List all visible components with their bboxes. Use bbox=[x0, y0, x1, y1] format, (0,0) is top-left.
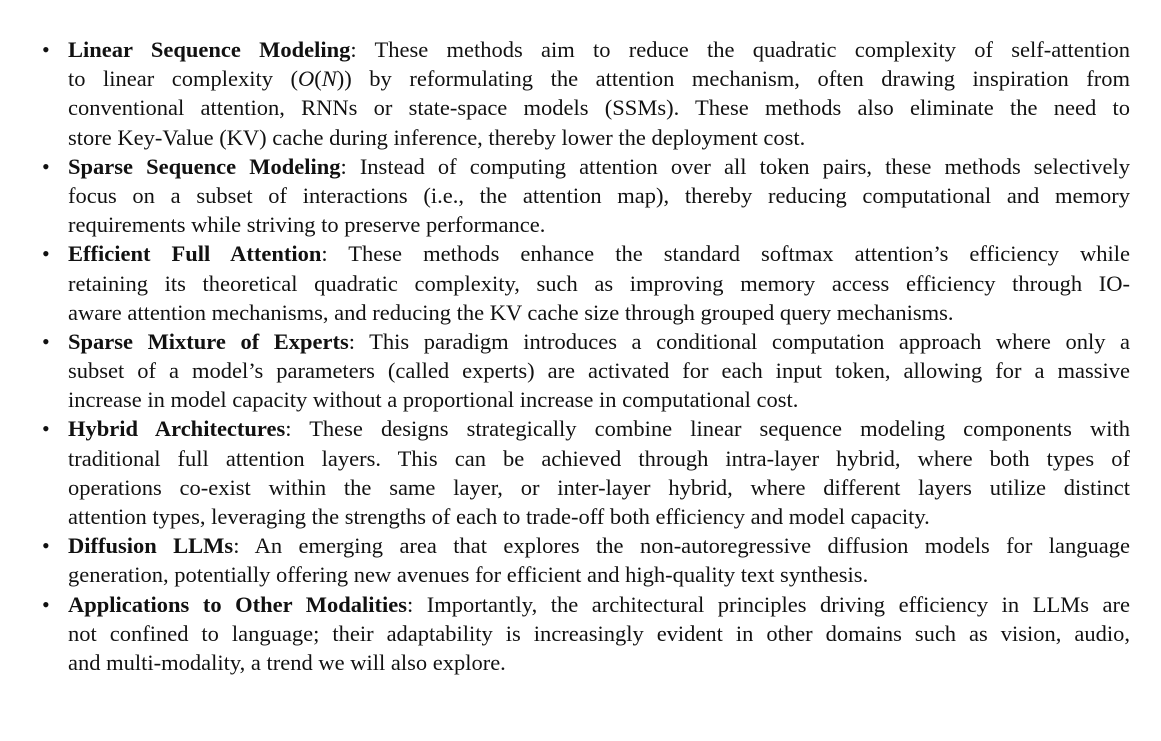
text-line bbox=[68, 414, 1130, 443]
text-line bbox=[68, 444, 1130, 473]
item-text: focus on a subset of interactions (i.e., the attention map), thereby reducing computational and memory bbox=[68, 182, 1130, 208]
text-line bbox=[68, 269, 1130, 298]
item-text: operations co-exist within the same layer, or inter-layer hybrid, where different layers utilize distinct bbox=[68, 474, 1130, 500]
text-line bbox=[68, 531, 1130, 560]
item-text: : This paradigm introduces a conditional computation approach where only a bbox=[348, 328, 1130, 354]
text-line bbox=[68, 210, 1130, 239]
text-line bbox=[68, 560, 1130, 589]
list-item bbox=[0, 35, 1130, 152]
bullet-icon: • bbox=[42, 153, 50, 179]
item-text: : These designs strategically combine linear sequence modeling components with bbox=[285, 416, 1130, 442]
item-text: : These methods aim to reduce the quadratic complexity of self-attention bbox=[350, 37, 1130, 62]
list-item bbox=[0, 531, 1130, 589]
item-title: Efficient Full Attention bbox=[68, 241, 322, 267]
text-line bbox=[68, 327, 1130, 356]
item-title: Sparse Mixture of Experts bbox=[68, 328, 349, 354]
text-line bbox=[68, 35, 1130, 64]
item-text: : These methods enhance the standard softmax attention’s efficiency while bbox=[321, 241, 1131, 267]
text-line bbox=[68, 502, 1130, 531]
text-line bbox=[68, 93, 1130, 122]
item-text: retaining its theoretical quadratic complexity, such as improving memory access efficiency through IO- bbox=[68, 270, 1130, 296]
item-text: conventional attention, RNNs or state-space models (SSMs). These methods also eliminate the need to bbox=[68, 95, 1130, 121]
list-item bbox=[0, 327, 1130, 415]
item-text: : An emerging area that explores the non-autoregressive diffusion models for language bbox=[233, 533, 1130, 559]
text-line bbox=[68, 648, 1130, 677]
text-line bbox=[68, 239, 1130, 268]
text-line bbox=[68, 298, 1130, 327]
bullet-icon: • bbox=[42, 241, 50, 267]
bullet-icon: • bbox=[42, 37, 50, 62]
item-title: Applications to Other Modalities bbox=[68, 591, 407, 617]
text-line bbox=[68, 356, 1130, 385]
item-text: store Key-Value (KV) cache during inference, thereby lower the deployment cost. bbox=[68, 124, 806, 150]
item-text: to linear complexity (O(N)) by reformulating the attention mechanism, often drawing inspiration from bbox=[68, 66, 1130, 92]
text-line bbox=[68, 64, 1130, 93]
item-text: increase in model capacity without a proportional increase in computational cost. bbox=[68, 387, 799, 413]
item-text: : Instead of computing attention over all token pairs, these methods selectively bbox=[340, 153, 1131, 179]
item-text: attention types, leveraging the strengths of each to trade-off both efficiency and model capacity. bbox=[68, 504, 930, 529]
text-line bbox=[68, 590, 1130, 619]
item-title: Diffusion LLMs bbox=[68, 533, 234, 559]
text-line bbox=[68, 385, 1130, 414]
item-title: Sparse Sequence Modeling bbox=[68, 153, 341, 179]
text-line bbox=[68, 123, 1130, 152]
item-text: not confined to language; their adaptability is increasingly evident in other domains such as vision, audio, bbox=[68, 620, 1130, 646]
text-line bbox=[68, 619, 1130, 648]
item-text: and multi-modality, a trend we will also explore. bbox=[68, 649, 506, 675]
item-text: traditional full attention layers. This can be achieved through intra-layer hybrid, where both types of bbox=[68, 445, 1130, 471]
list-item bbox=[0, 590, 1130, 678]
item-text: : Importantly, the architectural principles driving efficiency in LLMs are bbox=[407, 591, 1130, 617]
item-text: aware attention mechanisms, and reducing the KV cache size through grouped query mechanisms. bbox=[68, 299, 954, 325]
bullet-icon: • bbox=[42, 416, 50, 442]
item-title: Linear Sequence Modeling bbox=[68, 37, 351, 62]
list-item bbox=[0, 152, 1130, 240]
bullet-icon: • bbox=[42, 328, 50, 354]
item-text: subset of a model’s parameters (called experts) are activated for each input token, allowing for a massive bbox=[68, 358, 1130, 384]
text-line bbox=[68, 473, 1130, 502]
item-text: generation, potentially offering new avenues for efficient and high-quality text synthesis. bbox=[68, 562, 869, 588]
list-item bbox=[0, 414, 1130, 531]
math-expression: O bbox=[298, 66, 315, 92]
text-line bbox=[68, 152, 1130, 181]
text-line bbox=[68, 181, 1130, 210]
bullet-icon: • bbox=[42, 591, 50, 617]
bullet-icon: • bbox=[42, 533, 50, 559]
item-text: requirements while striving to preserve performance. bbox=[68, 212, 546, 238]
item-title: Hybrid Architectures bbox=[68, 416, 286, 442]
bullet-list bbox=[0, 35, 1161, 677]
list-item bbox=[0, 239, 1130, 327]
